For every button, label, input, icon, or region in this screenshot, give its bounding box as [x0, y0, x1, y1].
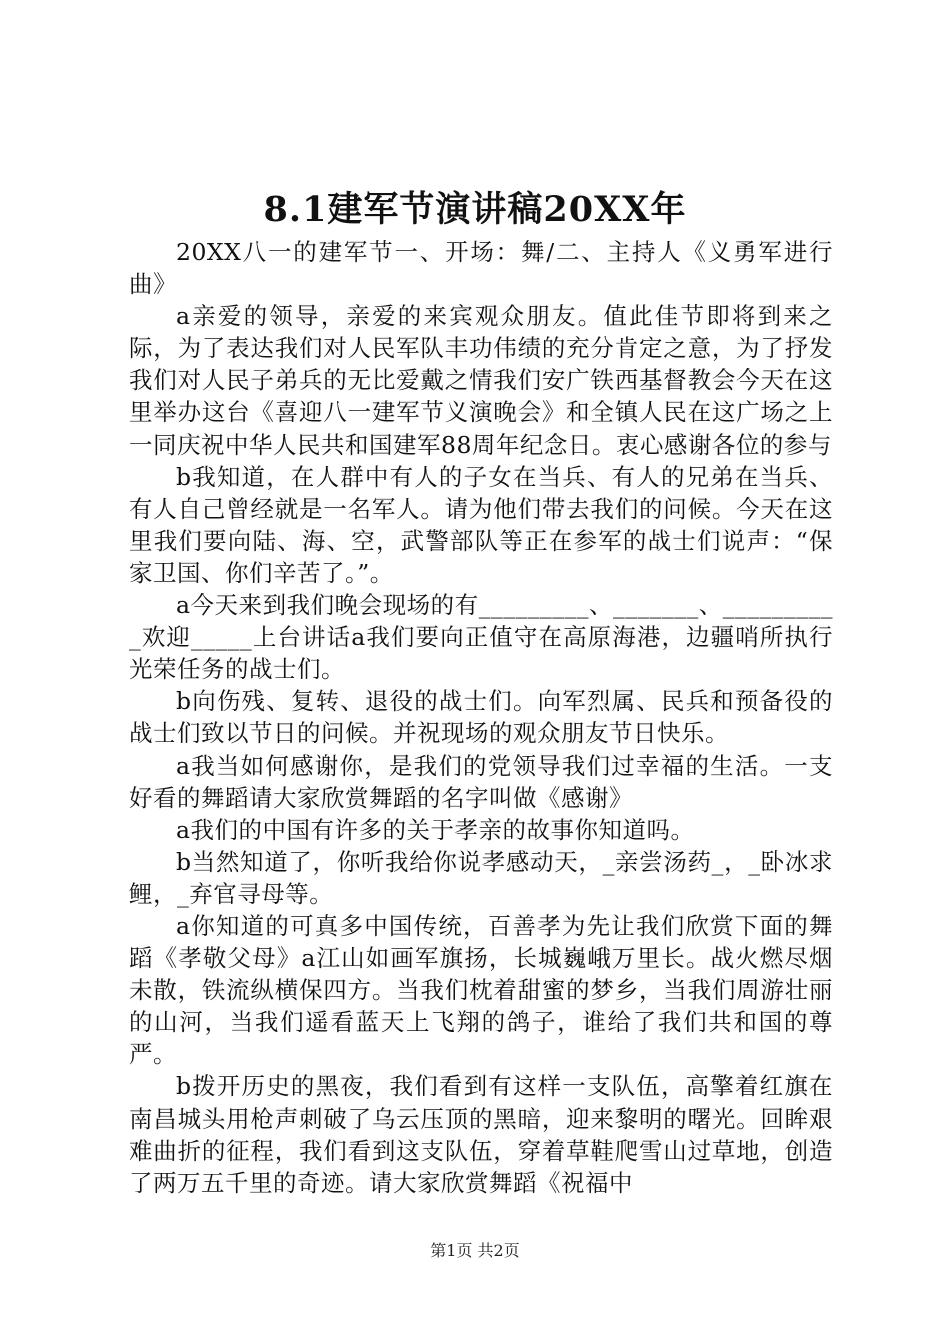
- paragraph: b向伤残、复转、退役的战士们。向军烈属、民兵和预备役的战士们致以节日的问候。并祝现场的观众朋友节日快乐。: [129, 687, 833, 748]
- page-number-footer: 第1页 共2页: [430, 1241, 520, 1260]
- paragraph: b我知道，在人群中有人的子女在当兵、有人的兄弟在当兵、有人自己曾经就是一名军人。请为他们带去我们的问候。今天在这里我们要向陆、海、空，武警部队等正在参军的战士们说声：“保家卫国、你们辛苦了。”。: [129, 462, 833, 587]
- document-body: [129, 236, 833, 1199]
- paragraph: 20XX八一的建军节一、开场：舞/二、主持人《义勇军进行曲》: [129, 238, 833, 299]
- paragraph: a你知道的可真多中国传统，百善孝为先让我们欣赏下面的舞蹈《孝敬父母》a江山如画军旗扬，长城巍峨万里长。战火燃尽烟未散，铁流纵横保四方。当我们枕着甜蜜的梦乡，当我们周游壮丽的山河，当我们遥看蓝天上飞翔的鸽子，谁给了我们共和国的尊严。: [129, 911, 833, 1069]
- paragraph: a我当如何感谢你，是我们的党领导我们过幸福的生活。一支好看的舞蹈请大家欣赏舞蹈的名字叫做《感谢》: [129, 751, 833, 812]
- paragraph: b拨开历史的黑夜，我们看到有这样一支队伍，高擎着红旗在南昌城头用枪声刺破了乌云压顶的黑暗，迎来黎明的曙光。回眸艰难曲折的征程，我们看到这支队伍，穿着草鞋爬雪山过草地，创造了两万五千里的奇迹。请大家欣赏舞蹈《祝福中: [129, 1072, 833, 1197]
- paragraph: a今天来到我们晚会现场的有_________、_______、__________欢迎_____上台讲话a我们要向正值守在高原海港，边疆哨所执行光荣任务的战士们。: [129, 591, 833, 684]
- paragraph: a亲爱的领导，亲爱的来宾观众朋友。值此佳节即将到来之际，为了表达我们对人民军队丰功伟绩的充分肯定之意，为了抒发我们对人民子弟兵的无比爱戴之情我们安广铁西基督教会今天在这里举办这台《喜迎八一建军节义演晚会》和全镇人民在这广场之上一同庆祝中华人民共和国建军88周年纪念日。衷心感谢各位的参与: [129, 302, 833, 459]
- paragraph: a我们的中国有许多的关于孝亲的故事你知道吗。: [176, 815, 695, 844]
- paragraph: b当然知道了，你听我给你说孝感动天，_亲尝汤药_，_卧冰求鲤，_弃官寻母等。: [129, 847, 833, 908]
- document-title: 8.1建军节演讲稿20XX年: [263, 189, 687, 230]
